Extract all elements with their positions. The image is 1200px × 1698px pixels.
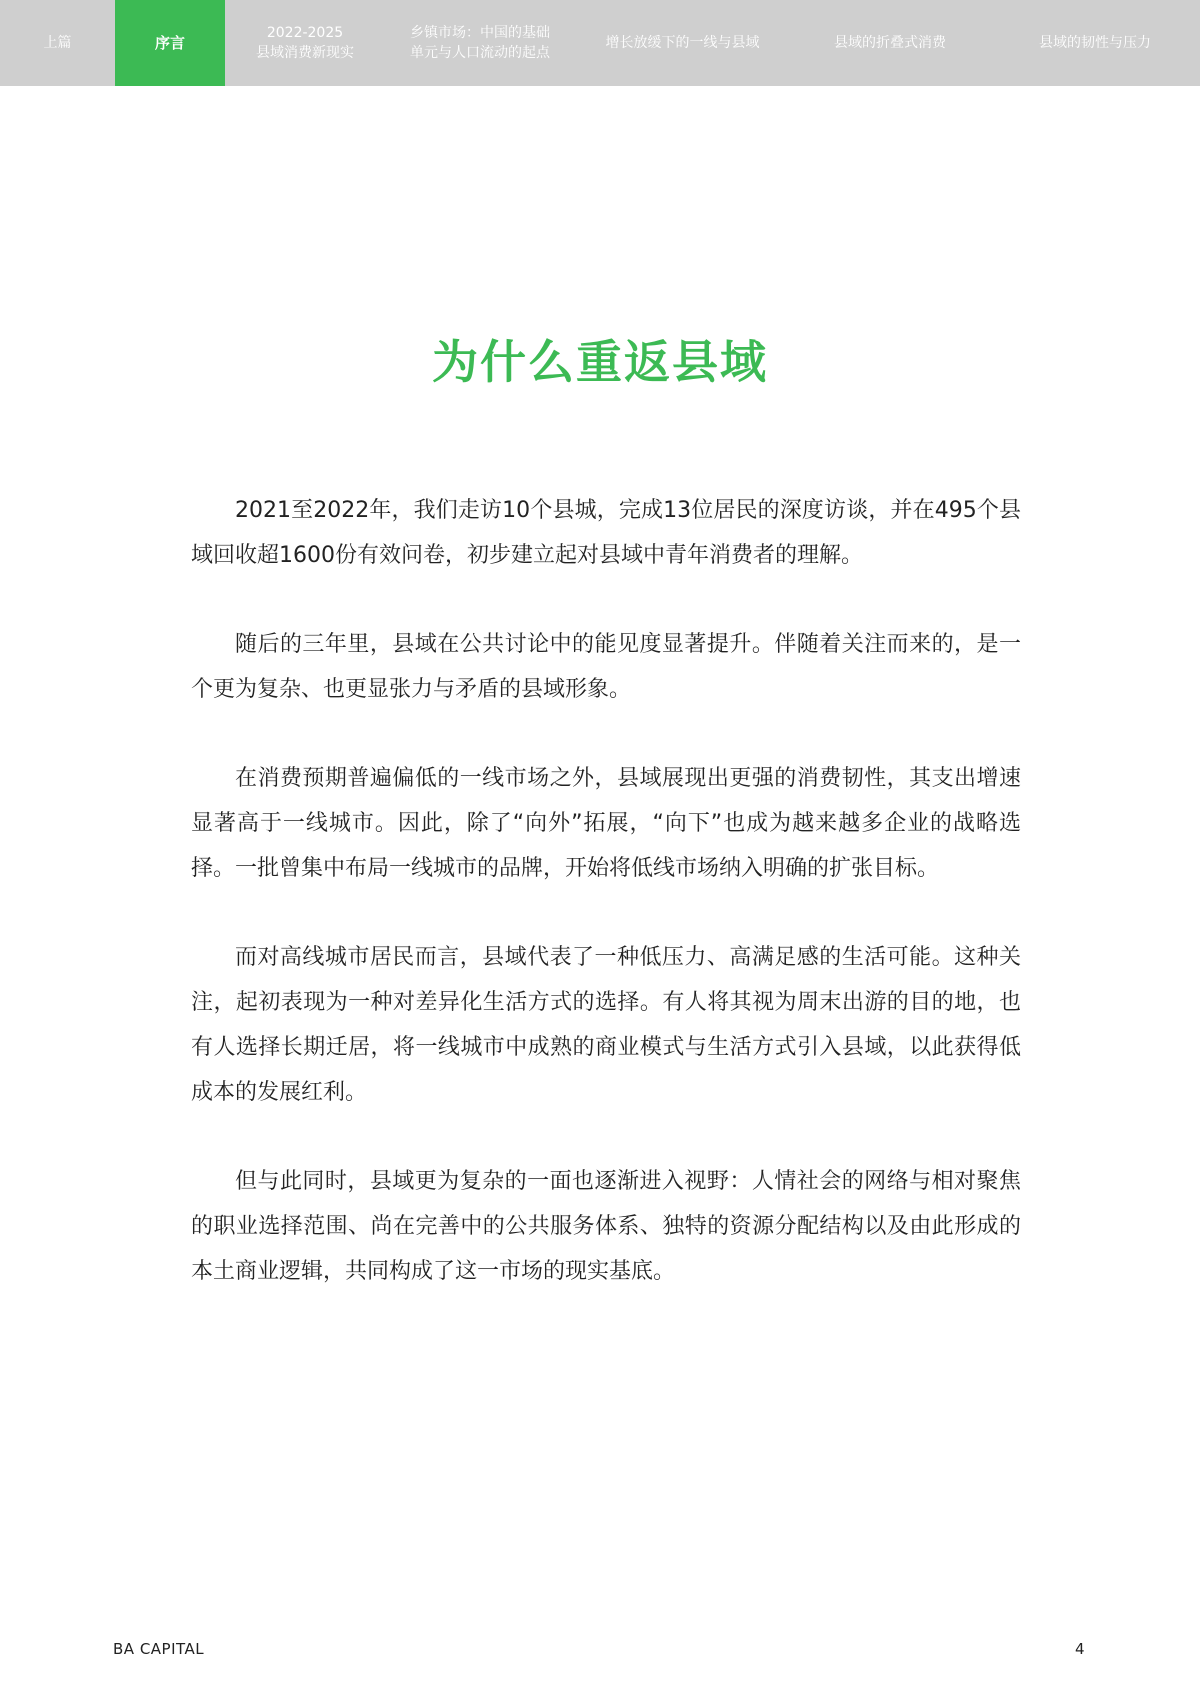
nav-tab-tier1-and-county[interactable] — [575, 0, 790, 86]
footer-brand: BA CAPITAL — [113, 1640, 205, 1658]
nav-tab-label-line2: 县域消费新现实 — [256, 45, 354, 61]
nav-tab-label-line1: 2022-2025 — [266, 25, 344, 41]
paragraph: 但与此同时，县域更为复杂的一面也逐渐进入视野：人情社会的网络与相对聚焦的职业选择范围、尚在完善中的公共服务体系、独特的资源分配结构以及由此形成的本土商业逻辑，共同构成了这一市场的现实基底。 — [191, 1169, 1021, 1284]
top-navigation — [0, 0, 1200, 86]
nav-tab-part-one[interactable] — [0, 0, 115, 86]
paragraph: 随后的三年里，县域在公共讨论中的能见度显著提升。伴随着关注而来的，是一个更为复杂、也更显张力与矛盾的县域形象。 — [191, 632, 1021, 702]
nav-tab-folded-consumption[interactable] — [790, 0, 990, 86]
nav-tab-label: 序言 — [154, 34, 185, 52]
nav-tab-label-line1: 乡镇市场：中国的基础 — [410, 25, 550, 41]
body-text — [191, 488, 1021, 1338]
page-number: 4 — [1075, 1640, 1085, 1658]
nav-tab-preface[interactable] — [115, 0, 225, 86]
nav-tab-label: 县域的韧性与压力 — [1039, 35, 1151, 51]
paragraph: 2021至2022年，我们走访10个县城，完成13位居民的深度访谈，并在495个县域回收超1600份有效问卷，初步建立起对县域中青年消费者的理解。 — [191, 498, 1021, 568]
nav-tab-label: 增长放缓下的一线与县域 — [605, 35, 760, 51]
nav-tab-county-consumption-reality[interactable] — [225, 0, 385, 86]
page-title: 为什么重返县域 — [432, 335, 768, 389]
nav-tab-label-line2: 单元与人口流动的起点 — [410, 45, 550, 61]
nav-tab-label: 上篇 — [43, 35, 72, 51]
nav-tab-township-market[interactable] — [385, 0, 575, 86]
paragraph: 而对高线城市居民而言，县域代表了一种低压力、高满足感的生活可能。这种关注，起初表现为一种对差异化生活方式的选择。有人将其视为周末出游的目的地，也有人选择长期迁居，将一线城市中成熟的商业模式与生活方式引入县域，以此获得低成本的发展红利。 — [191, 945, 1021, 1105]
paragraph: 在消费预期普遍偏低的一线市场之外，县域展现出更强的消费韧性，其支出增速显著高于一线城市。因此，除了“向外”拓展，“向下”也成为越来越多企业的战略选择。一批曾集中布局一线城市的品牌，开始将低线市场纳入明确的扩张目标。 — [191, 766, 1021, 881]
nav-tab-resilience-and-pressure[interactable] — [990, 0, 1200, 86]
nav-tab-label: 县域的折叠式消费 — [834, 35, 946, 51]
